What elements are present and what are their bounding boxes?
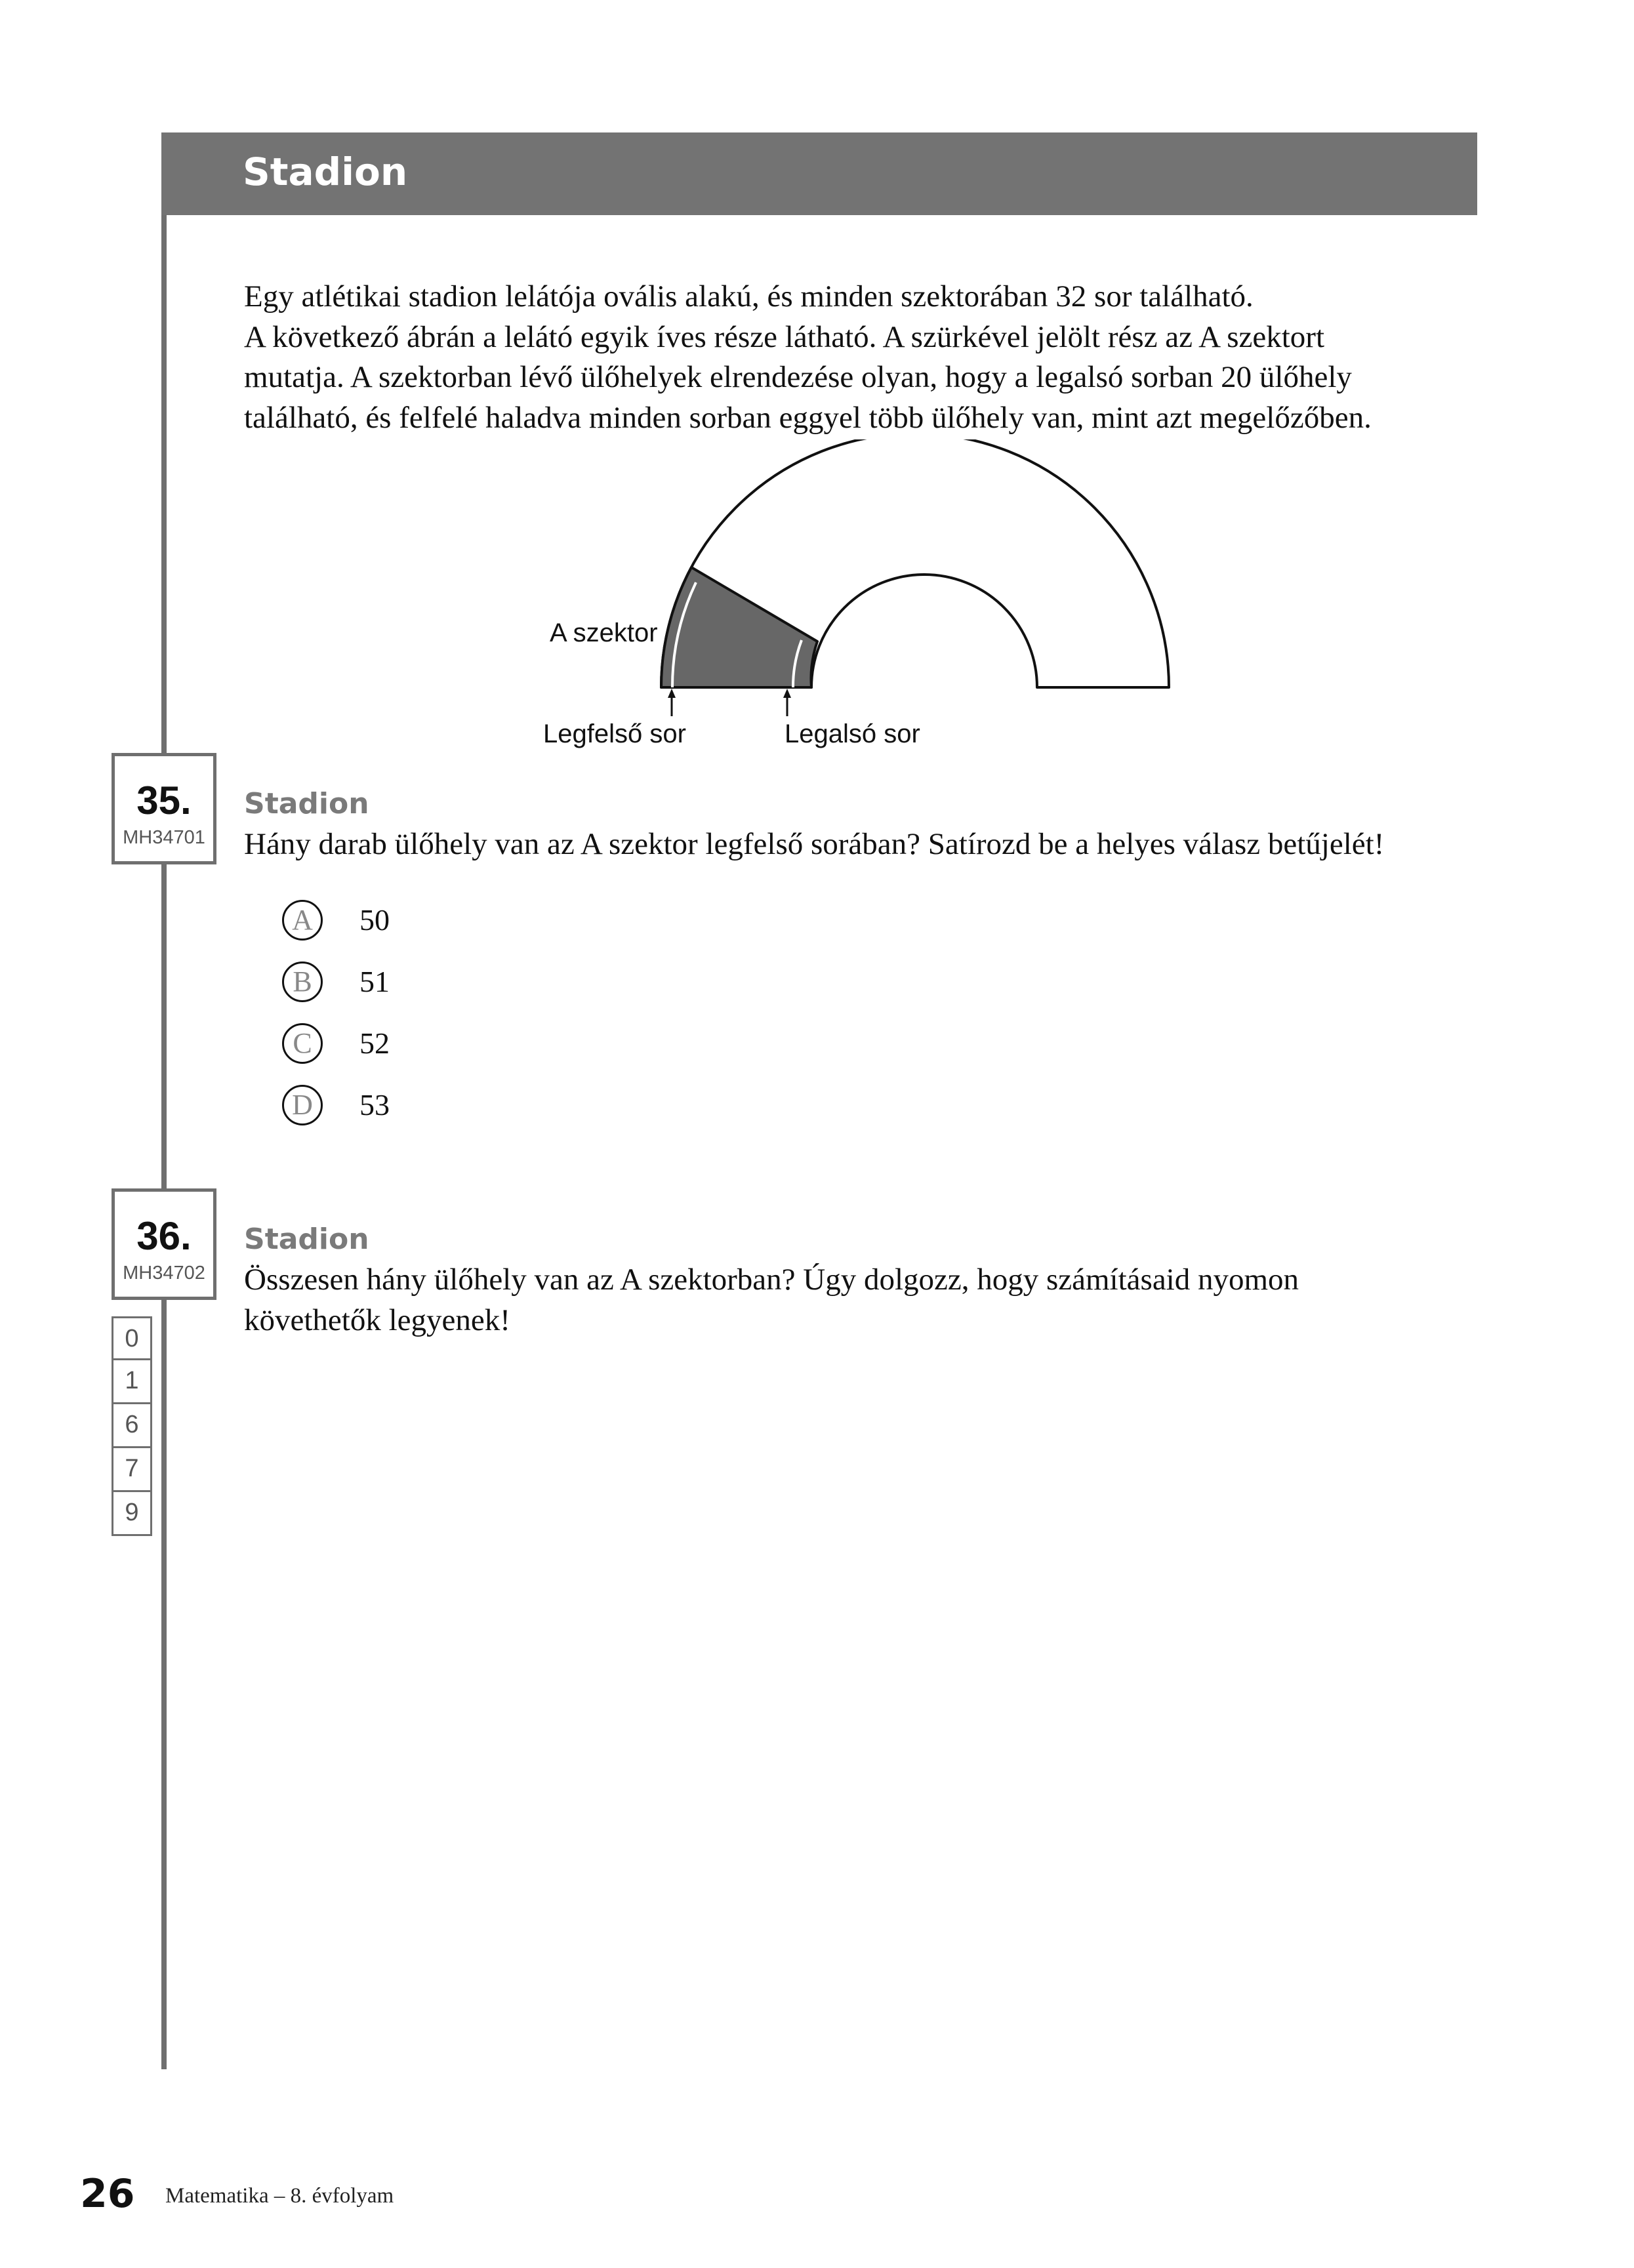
option-b-value: 51 xyxy=(359,965,390,998)
footer-text: Matematika – 8. évfolyam xyxy=(165,2184,394,2208)
question-35-text: Hány darab ülőhely van az A szektor legfelső sorában? Satírozd be a helyes válasz betűjelét! xyxy=(244,827,1385,861)
question-number: 36. xyxy=(136,1214,192,1258)
question-number: 35. xyxy=(136,779,192,822)
section-title: Stadion xyxy=(243,150,408,194)
intro-text xyxy=(244,277,1477,438)
option-d-value: 53 xyxy=(359,1088,390,1122)
score-code-7: 7 xyxy=(112,1448,152,1492)
option-c-value: 52 xyxy=(359,1026,390,1060)
option-a-circle[interactable]: A xyxy=(282,900,323,941)
stadium-figure xyxy=(499,439,1187,754)
intro-line: Egy atlétikai stadion lelátója ovális alakú, és minden szektorában 32 sor található. xyxy=(244,279,1254,314)
margin-rule xyxy=(161,132,167,2069)
question-36-box xyxy=(112,1188,216,1300)
score-code-column xyxy=(112,1316,152,1536)
question-36-line: Összesen hány ülőhely van az A szektorban? Úgy dolgozz, hogy számításaid nyomon xyxy=(244,1263,1299,1297)
intro-line: A következő ábrán a lelátó egyik íves része látható. A szürkével jelölt rész az A szektort xyxy=(244,319,1325,354)
question-36-text xyxy=(244,1259,1477,1341)
question-code: MH34701 xyxy=(123,827,205,848)
intro-line: mutatja. A szektorban lévő ülőhelyek elrendezése olyan, hogy a legalsó sorban 20 ülőhely xyxy=(244,360,1352,394)
top-row-label: Legfelső sor xyxy=(543,719,686,748)
stadium-diagram xyxy=(499,439,1187,754)
score-code-0: 0 xyxy=(112,1316,152,1360)
question-35-box xyxy=(112,753,216,864)
score-code-9: 9 xyxy=(112,1492,152,1536)
option-a-value: 50 xyxy=(359,903,390,937)
bottom-row-label: Legalsó sor xyxy=(785,719,920,748)
score-code-6: 6 xyxy=(112,1404,152,1448)
question-35-heading: Stadion xyxy=(244,787,369,820)
question-36-line: követhetők legyenek! xyxy=(244,1303,510,1337)
question-36-heading: Stadion xyxy=(244,1223,369,1256)
option-d-circle[interactable]: D xyxy=(282,1085,323,1125)
page-number: 26 xyxy=(80,2171,135,2217)
score-code-1: 1 xyxy=(112,1360,152,1404)
intro-line: található, és felfelé haladva minden sorban eggyel több ülőhely van, mint azt megelőzőben. xyxy=(244,400,1372,435)
option-c-circle[interactable]: C xyxy=(282,1023,323,1064)
option-b-circle[interactable]: B xyxy=(282,962,323,1002)
sector-label: A szektor xyxy=(550,618,658,647)
bottom-row-arrowhead xyxy=(783,689,791,698)
top-row-arrowhead xyxy=(668,689,676,698)
question-code: MH34702 xyxy=(123,1263,205,1284)
